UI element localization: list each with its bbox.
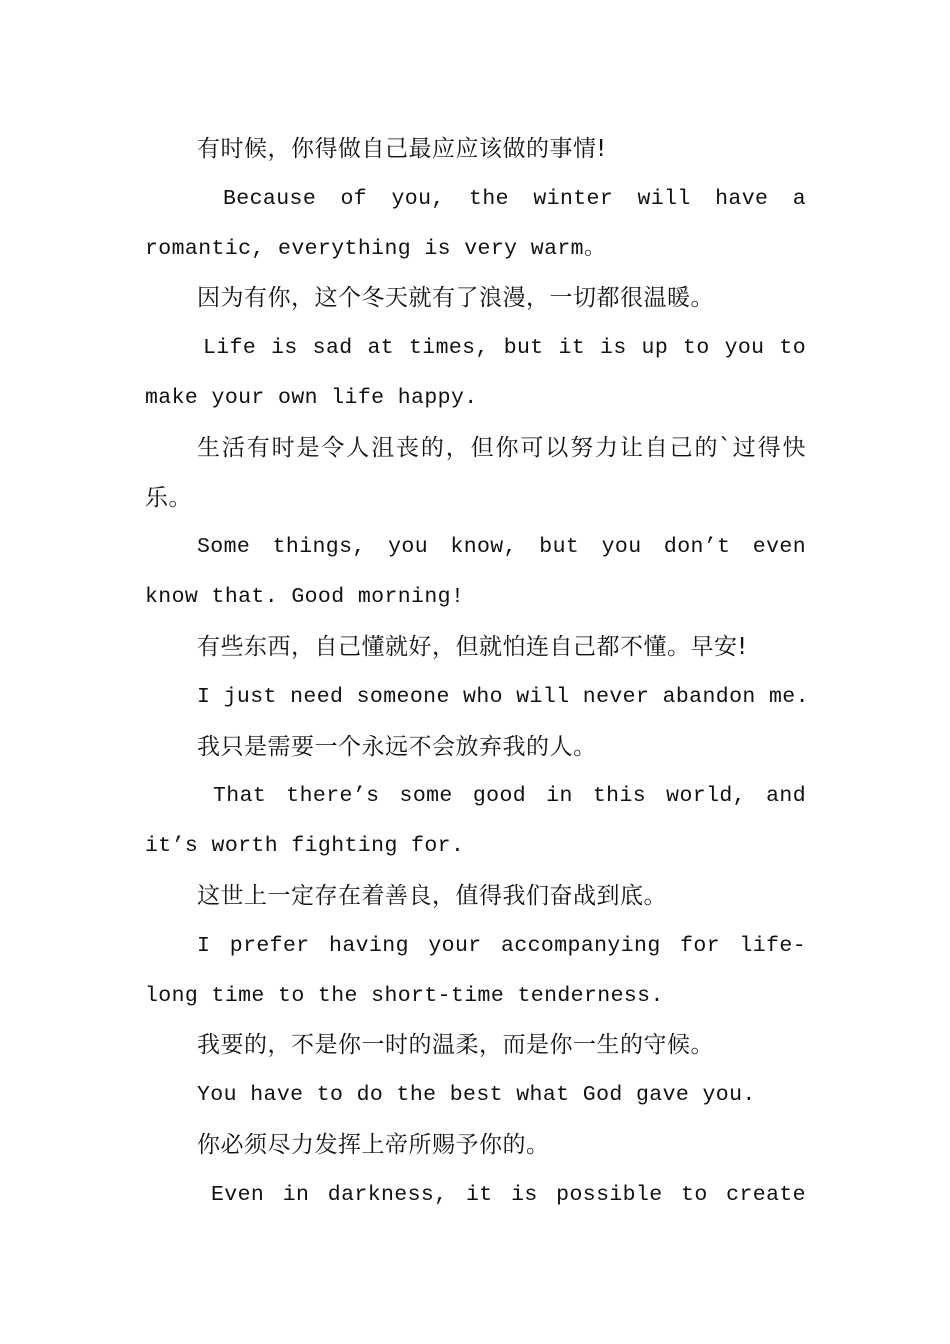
paragraph-cn-7: 我要的，不是你一时的温柔，而是你一生的守候。 — [197, 1032, 714, 1059]
paragraph-cn-4: 有些东西，自己懂就好，但就怕连自己都不懂。早安! — [197, 633, 748, 660]
paragraph-cn-2: 因为有你，这个冬天就有了浪漫，一切都很温暖。 — [197, 285, 714, 312]
paragraph-en-8: Even in darkness, it is possible to create — [211, 1182, 806, 1207]
paragraph-en-7: You have to do the best what God gave you. — [197, 1083, 756, 1108]
paragraph-en-5: That there’s some good in this world, and it’s worth fighting for. — [145, 784, 806, 859]
document-body — [145, 125, 809, 1221]
paragraph-cn-6: 这世上一定存在着善良，值得我们奋战到底。 — [197, 882, 667, 909]
paragraph-cn-5: 我只是需要一个永远不会放弃我的人。 — [197, 733, 597, 760]
paragraph-en-4: I just need someone who will never abandon me. — [197, 684, 809, 709]
paragraph-en-3: Some things, you know, but you don’t even know that. Good morning! — [145, 535, 806, 610]
paragraph-cn-3: 生活有时是令人沮丧的，但你可以努力让自己的`过得快乐。 — [145, 434, 806, 511]
paragraph-en-6: I prefer having your accompanying for life-long time to the short-time tenderness. — [145, 933, 806, 1008]
paragraph-cn-8: 你必须尽力发挥上帝所赐予你的。 — [197, 1131, 550, 1158]
paragraph-en-2: Life is sad at times, but it is up to you to make your own life happy. — [145, 336, 806, 410]
paragraph-en-1: Because of you, the winter will have a romantic, everything is very warm。 — [145, 186, 806, 261]
paragraph-cn-1: 有时候，你得做自己最应应该做的事情! — [197, 136, 607, 162]
